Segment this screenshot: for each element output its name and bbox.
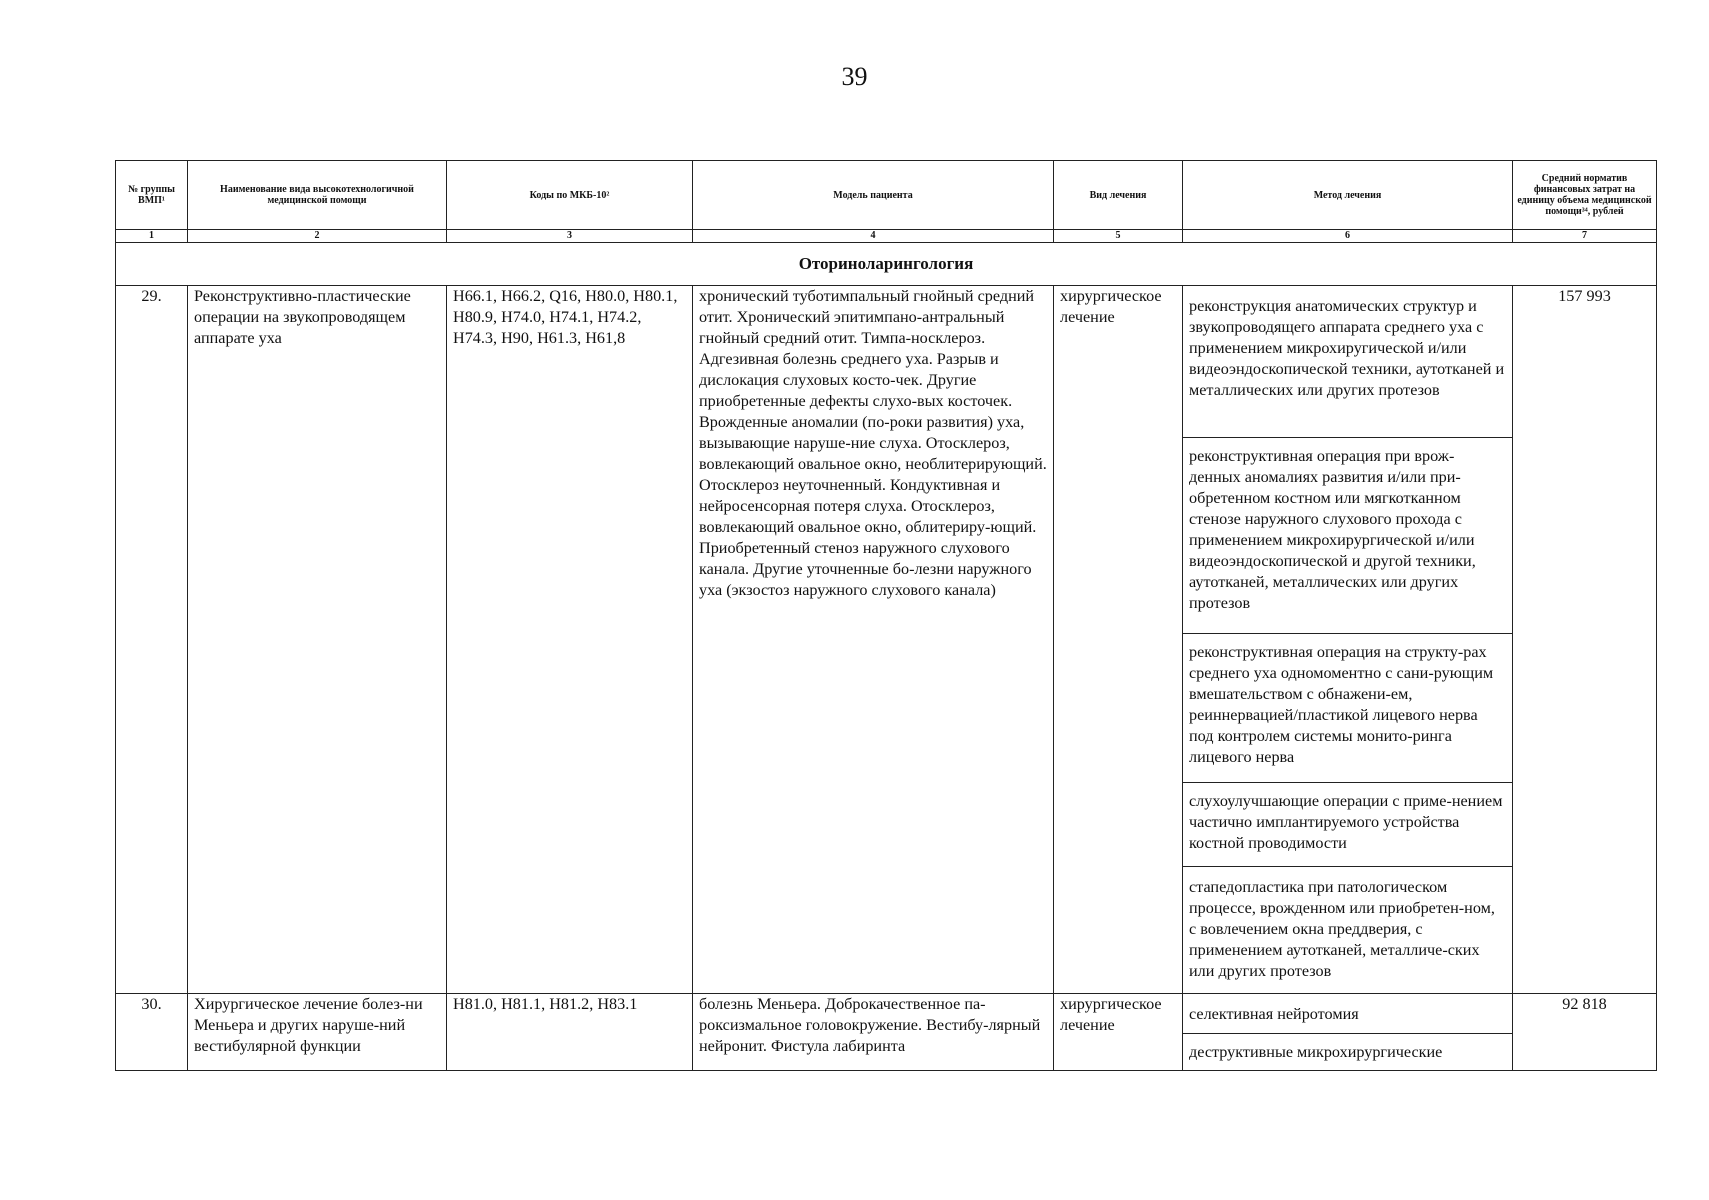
vmp-table	[115, 160, 1657, 1071]
col-number: 1	[116, 230, 188, 243]
vmp-name: Хирургическое лечение болез-ни Меньера и других наруше-ний вестибулярной функции	[188, 994, 447, 1071]
col-number: 5	[1054, 230, 1183, 243]
table-row	[116, 286, 1657, 994]
col-number: 7	[1513, 230, 1657, 243]
vmp-name: Реконструктивно-пластические операции на звукопроводящем аппарате уха	[188, 286, 447, 994]
method-item: селективная нейротомия	[1183, 994, 1512, 1034]
section-row	[116, 243, 1657, 286]
col-number: 2	[188, 230, 447, 243]
method-item: реконструктивная операция при врож-денных аномалиях развития и/или при-обретенном костном или мягкотканном стенозе наружного слухового прохода с применением микрохирургической и/или видеоэндоскопической и другой техники, аутотканей, металлических или других протезов	[1183, 438, 1512, 634]
section-title: Оториноларингология	[116, 243, 1657, 286]
col-header-method: Метод лечения	[1183, 161, 1513, 230]
col-number: 4	[693, 230, 1054, 243]
header-row	[116, 161, 1657, 230]
group-number: 29.	[116, 286, 188, 994]
method-item: реконструкция анатомических структур и звукопроводящего аппарата среднего уха с применением микрохиругической и/или видеоэндоскопической техники, аутотканей и металлических или других протезов	[1183, 286, 1512, 438]
patient-model: болезнь Меньера. Доброкачественное па-роксизмальное головокружение. Вестибу-лярный нейронит. Фистула лабиринта	[693, 994, 1054, 1071]
icd-codes: H66.1, H66.2, Q16, H80.0, H80.1, H80.9, H74.0, H74.1, H74.2, H74.3, H90, H61.3, H61,8	[447, 286, 693, 994]
col-number: 6	[1183, 230, 1513, 243]
column-number-row	[116, 230, 1657, 243]
col-header-treatment: Вид лечения	[1054, 161, 1183, 230]
icd-codes: H81.0, H81.1, H81.2, H83.1	[447, 994, 693, 1071]
treatment-type: хирургическое лечение	[1054, 286, 1183, 994]
patient-model: хронический туботимпальный гнойный средний отит. Хронический эпитимпано-антральный гнойный средний отит. Тимпа-носклероз. Адгезивная болезнь среднего уха. Разрыв и дислокация слуховых косто-чек. Другие приобретенные дефекты слухо-вых косточек. Врожденные аномалии (по-роки развития) уха, вызывающие наруше-ние слуха. Отосклероз, вовлекающий овальное окно, необлитерирующий. Отосклероз неуточненный. Кондуктивная и нейросенсорная потеря слуха. Отосклероз, вовлекающий овальное окно, облитериру-ющий. Приобретенный стеноз наружного слухового канала. Другие уточненные бо-лезни наружного уха (экзостоз наружного слухового канала)	[693, 286, 1054, 994]
cost-value: 157 993	[1513, 286, 1657, 994]
treatment-methods	[1183, 994, 1513, 1071]
method-item: деструктивные микрохирургические	[1189, 1043, 1443, 1061]
cost-value: 92 818	[1513, 994, 1657, 1071]
treatment-type: хирургическое лечение	[1054, 994, 1183, 1071]
col-number: 3	[447, 230, 693, 243]
col-header-name: Наименование вида высокотехнологичной медицинской помощи	[188, 161, 447, 230]
method-item: слухоулучшающие операции с приме-нением частично имплантируемого устройства костной проводимости	[1183, 783, 1512, 867]
page-number: 39	[841, 62, 868, 91]
col-header-cost: Средний норматив финансовых затрат на единицу объема медицинской помощи³⁴, рублей	[1513, 161, 1657, 230]
treatment-methods	[1183, 286, 1513, 994]
group-number: 30.	[116, 994, 188, 1071]
table-row	[116, 994, 1657, 1071]
method-item: реконструктивная операция на структу-рах среднего уха одномоментно с сани-рующим вмешательством с обнажени-ем, реиннервацией/пластикой лицевого нерва под контролем системы монито-ринга лицевого нерва	[1183, 634, 1512, 783]
method-item: стапедопластика при патологическом процессе, врожденном или приобретен-ном, с вовлечением окна преддверия, с применением аутотканей, металличе-ских или других протезов	[1189, 878, 1495, 980]
col-header-codes: Коды по МКБ-10²	[447, 161, 693, 230]
col-header-group: № группы ВМП¹	[116, 161, 188, 230]
col-header-model: Модель пациента	[693, 161, 1054, 230]
